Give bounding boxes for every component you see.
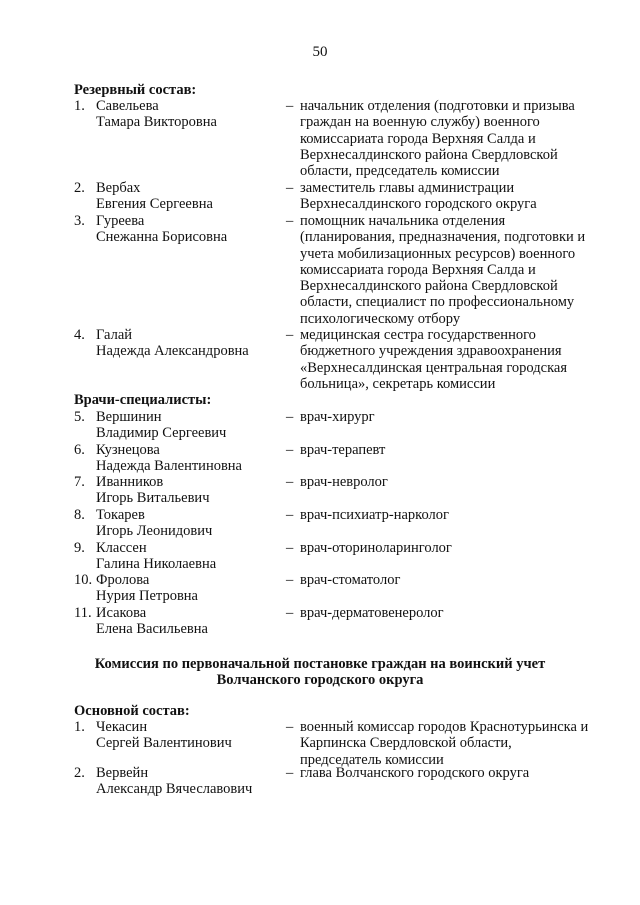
commission-title-line2: Волчанского городского округа bbox=[216, 672, 424, 688]
entry-number: 1. bbox=[74, 719, 85, 735]
member-position bbox=[300, 180, 610, 213]
member-position-line: области, специалист по профессиональному bbox=[300, 294, 575, 311]
member-name-line: Фролова bbox=[96, 572, 150, 588]
member-name-line: Тамара Викторовна bbox=[96, 114, 217, 131]
entry-dash: – bbox=[286, 605, 294, 621]
entry-number: 8. bbox=[74, 507, 85, 523]
member-position bbox=[300, 765, 610, 781]
member-position bbox=[300, 507, 610, 523]
doctors-heading: Врачи-специалисты: bbox=[74, 392, 212, 408]
entry-dash: – bbox=[286, 213, 294, 229]
reserve-heading: Резервный состав: bbox=[74, 82, 197, 98]
member-position-line: врач-оториноларинголог bbox=[300, 540, 452, 556]
member-name-line: Вершинин bbox=[96, 409, 162, 425]
member-name bbox=[96, 409, 284, 442]
member-position-line: «Верхнесалдинская центральная городская bbox=[300, 359, 567, 376]
member-name-line: Вервейн bbox=[96, 765, 149, 781]
member-position-line: врач-хирург bbox=[300, 409, 375, 425]
member-name-line: Елена Васильевна bbox=[96, 621, 208, 638]
member-position-line: глава Волчанского городского округа bbox=[300, 765, 530, 781]
member-position-line: Верхнесалдинского района Свердловской bbox=[300, 146, 558, 163]
entry-number: 3. bbox=[74, 213, 85, 229]
member-position bbox=[300, 98, 610, 179]
member-position bbox=[300, 442, 610, 458]
member-position-line: больница», секретарь комиссии bbox=[300, 375, 496, 392]
entry-dash: – bbox=[286, 409, 294, 425]
entry-dash: – bbox=[286, 572, 294, 588]
member-position-line: Верхнесалдинского района Свердловской bbox=[300, 278, 558, 295]
member-position bbox=[300, 409, 610, 425]
member-position bbox=[300, 213, 610, 327]
member-position-line: врач-психиатр-нарколог bbox=[300, 507, 449, 523]
member-position-line: врач-невролог bbox=[300, 474, 388, 490]
commission-title-line1: Комиссия по первоначальной постановке граждан на воинский учет bbox=[94, 656, 546, 672]
member-position-line: психологическому отбору bbox=[300, 310, 461, 327]
member-name bbox=[96, 540, 284, 573]
member-name-line: Евгения Сергеевна bbox=[96, 196, 213, 213]
entry-number: 4. bbox=[74, 327, 85, 343]
entry-dash: – bbox=[286, 507, 294, 523]
member-position-line: председатель комиссии bbox=[300, 751, 444, 768]
member-position bbox=[300, 605, 610, 621]
member-name-line: Надежда Александровна bbox=[96, 343, 249, 360]
entry-dash: – bbox=[286, 98, 294, 114]
member-position-line: Карпинска Свердловской области, bbox=[300, 735, 512, 752]
member-name bbox=[96, 507, 284, 540]
member-name-line: Кузнецова bbox=[96, 442, 160, 458]
entry-dash: – bbox=[286, 540, 294, 556]
member-position-line: врач-стоматолог bbox=[300, 572, 401, 588]
entry-dash: – bbox=[286, 180, 294, 196]
member-name-line: Снежанна Борисовна bbox=[96, 229, 228, 246]
member-name-line: Классен bbox=[96, 540, 147, 556]
member-name bbox=[96, 474, 284, 507]
entry-dash: – bbox=[286, 474, 294, 490]
member-name-line: Вербах bbox=[96, 180, 141, 196]
member-name bbox=[96, 765, 284, 798]
member-position-line: начальник отделения (подготовки и призыва bbox=[300, 98, 575, 114]
member-name-line: Сергей Валентинович bbox=[96, 735, 232, 752]
member-position bbox=[300, 474, 610, 490]
member-name-line: Токарев bbox=[96, 507, 145, 523]
main-heading: Основной состав: bbox=[74, 703, 190, 719]
member-name bbox=[96, 327, 284, 360]
member-position-line: учета мобилизационных ресурсов) военного bbox=[300, 245, 576, 262]
member-name bbox=[96, 572, 284, 605]
member-name-line: Александр Вячеславович bbox=[96, 781, 253, 798]
member-name bbox=[96, 180, 284, 213]
member-name-line: Галай bbox=[96, 327, 133, 343]
member-name bbox=[96, 605, 284, 638]
member-position-line: врач-дерматовенеролог bbox=[300, 605, 444, 621]
member-position-line: бюджетного учреждения здравоохранения bbox=[300, 343, 562, 360]
member-name bbox=[96, 213, 284, 246]
entry-number: 1. bbox=[74, 98, 85, 114]
entry-number: 10. bbox=[74, 572, 93, 588]
entry-number: 6. bbox=[74, 442, 85, 458]
member-position-line: (планирования, предназначения, подготовки и bbox=[300, 229, 586, 246]
entry-dash: – bbox=[286, 442, 294, 458]
member-name-line: Савельева bbox=[96, 98, 159, 114]
member-position-line: врач-терапевт bbox=[300, 442, 386, 458]
member-position bbox=[300, 327, 610, 392]
member-position-line: комиссариата города Верхняя Салда и bbox=[300, 130, 536, 147]
member-name bbox=[96, 719, 284, 752]
member-name-line: Нурия Петровна bbox=[96, 588, 198, 605]
member-position-line: граждан на военную службу) военного bbox=[300, 114, 540, 131]
member-name-line: Надежда Валентиновна bbox=[96, 458, 242, 475]
member-name-line: Чекасин bbox=[96, 719, 148, 735]
entry-dash: – bbox=[286, 327, 294, 343]
member-name-line: Иванников bbox=[96, 474, 164, 490]
member-position-line: военный комиссар городов Краснотурьинска и bbox=[300, 719, 589, 735]
member-position-line: медицинская сестра государственного bbox=[300, 327, 536, 343]
member-name-line: Исакова bbox=[96, 605, 147, 621]
member-name bbox=[96, 98, 284, 131]
member-position-line: Верхнесалдинского городского округа bbox=[300, 196, 537, 213]
member-name-line: Игорь Витальевич bbox=[96, 490, 210, 507]
member-position-line: комиссариата города Верхняя Салда и bbox=[300, 261, 536, 278]
member-position bbox=[300, 719, 610, 768]
entry-number: 2. bbox=[74, 765, 85, 781]
member-position-line: заместитель главы администрации bbox=[300, 180, 515, 196]
member-name-line: Гуреева bbox=[96, 213, 145, 229]
entry-number: 7. bbox=[74, 474, 85, 490]
member-position-line: области, председатель комиссии bbox=[300, 163, 500, 180]
entry-dash: – bbox=[286, 765, 294, 781]
member-name-line: Галина Николаевна bbox=[96, 556, 217, 573]
member-name-line: Игорь Леонидович bbox=[96, 523, 213, 540]
member-position-line: помощник начальника отделения bbox=[300, 213, 506, 229]
entry-number: 11. bbox=[74, 605, 92, 621]
member-name bbox=[96, 442, 284, 475]
entry-dash: – bbox=[286, 719, 294, 735]
member-position bbox=[300, 572, 610, 588]
entry-number: 5. bbox=[74, 409, 85, 425]
entry-number: 2. bbox=[74, 180, 85, 196]
entry-number: 9. bbox=[74, 540, 85, 556]
page-number: 50 bbox=[312, 44, 328, 60]
member-name-line: Владимир Сергеевич bbox=[96, 425, 227, 442]
member-position bbox=[300, 540, 610, 556]
